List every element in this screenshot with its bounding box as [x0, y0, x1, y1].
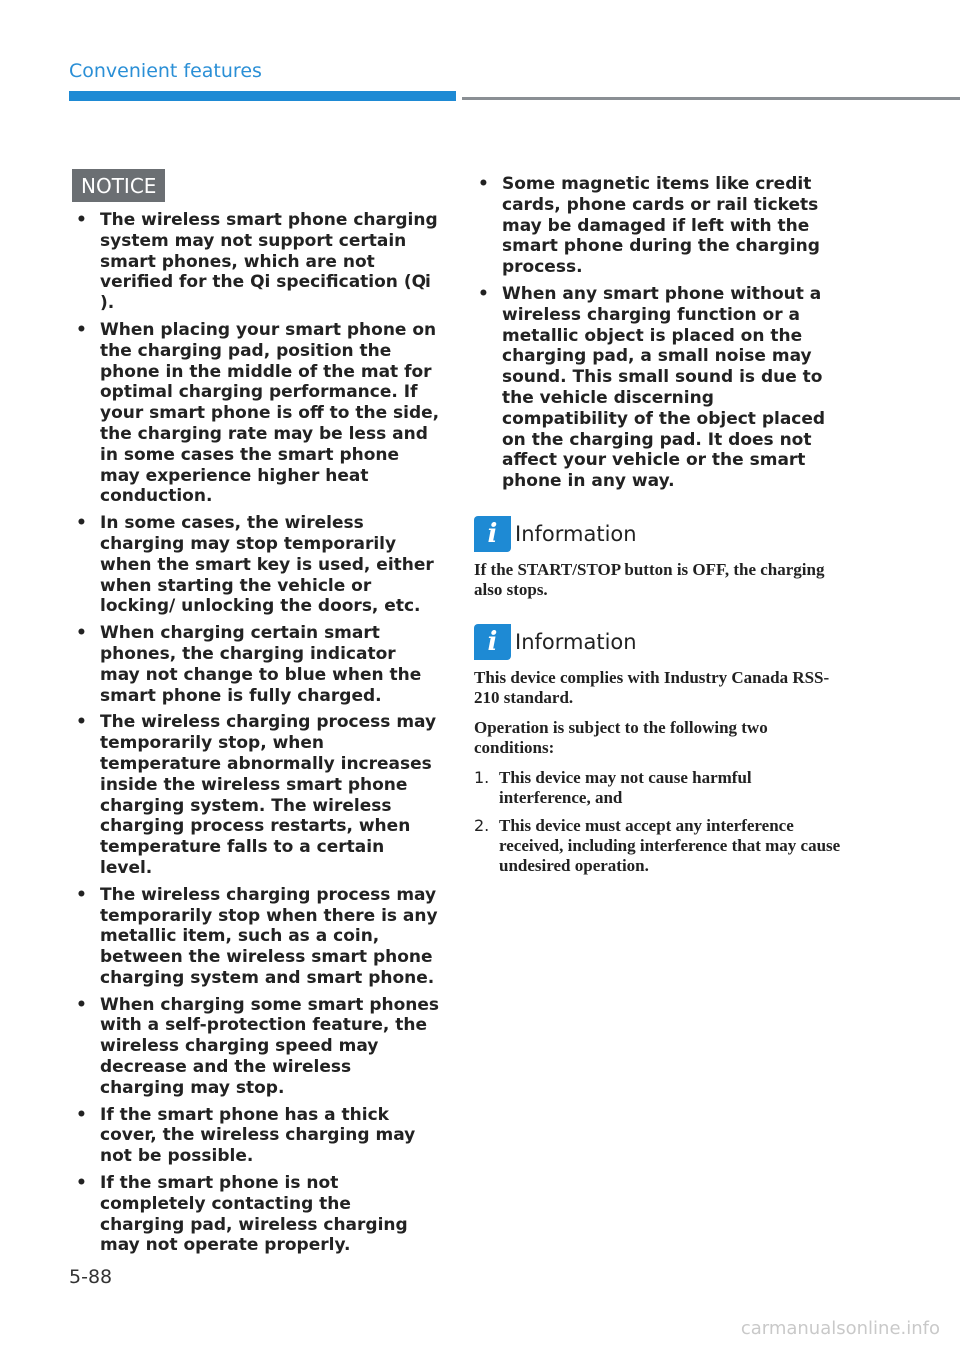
list-item-text: This device must accept any interference received, including interference that may cause undesired operation. [499, 815, 841, 875]
information-text: If the START/STOP button is OFF, the charging also stops. [474, 559, 825, 599]
left-column [72, 169, 440, 1262]
list-item [72, 1173, 440, 1256]
information-text: This device complies with Industry Canada RSS-210 standard. [474, 667, 830, 707]
watermark-link[interactable]: carmanualsonline.info [740, 1318, 940, 1339]
notice-list [72, 210, 440, 1256]
qi-icon: Qi [411, 272, 430, 293]
page-number: 5-88 [69, 1266, 113, 1288]
list-item-text: The wireless smart phone charging system may not support certain smart phones, which are not verified for the Qi specification ( [100, 210, 438, 293]
list-item [72, 320, 440, 507]
list-item-text: When charging certain smart phones, the charging indicator may not change to blue when the smart phone is fully charged. [100, 623, 422, 706]
list-item-text: In some cases, the wireless charging may stop temporarily when the smart key is used, either when starting the vehicle or locking/ unlocking the doors, etc. [100, 513, 434, 617]
list-item [474, 284, 844, 492]
bullet-icon: • [76, 1104, 87, 1125]
list-item-text: Some magnetic items like credit cards, phone cards or rail tickets may be damaged if left with the smart phone during the charging process. [502, 174, 820, 278]
list-item-text: If the smart phone is not completely contacting the charging pad, wireless charging may not operate properly. [100, 1173, 408, 1256]
list-item-text: The wireless charging process may temporarily stop when there is any metallic item, such as a coin, between the wireless smart phone charging system and smart phone. [100, 884, 438, 988]
information-header [474, 624, 844, 660]
list-number: 1. [474, 767, 490, 787]
bullet-icon: • [76, 319, 87, 340]
information-body [474, 668, 844, 876]
list-item-text: If the smart phone has a thick cover, the wireless charging may not be possible. [100, 1104, 416, 1167]
bullet-icon: • [478, 174, 489, 194]
notice-badge: NOTICE [72, 169, 165, 202]
information-title: Information [515, 629, 637, 654]
information-block [474, 624, 844, 876]
right-column [474, 174, 844, 884]
bullet-icon: • [76, 712, 87, 733]
list-item [474, 816, 844, 876]
list-item-text-suffix: ). [100, 293, 115, 314]
section-title: Convenient features [69, 60, 262, 82]
list-item [72, 712, 440, 878]
list-item [72, 210, 440, 314]
bullet-icon: • [76, 210, 87, 230]
list-item [72, 513, 440, 617]
information-icon: i [474, 624, 511, 660]
list-item-text: This device may not cause harmful interference, and [499, 767, 752, 807]
list-number: 2. [474, 815, 490, 835]
header-rule-accent [69, 91, 456, 101]
information-text: Operation is subject to the following two conditions: [474, 717, 768, 757]
notice-list-continued [474, 174, 844, 492]
list-item-text: When placing your smart phone on the charging pad, position the phone in the middle of the mat for optimal charging performance. If your smart phone is off to the side, the charging rate may be less and in some cases the smart phone may experience higher heat conduction. [100, 319, 440, 507]
information-icon: i [474, 516, 511, 552]
information-title: Information [515, 521, 637, 546]
information-block [474, 516, 844, 600]
list-item [72, 623, 440, 706]
list-item [474, 174, 844, 278]
bullet-icon: • [76, 884, 87, 905]
information-body [474, 560, 844, 600]
bullet-icon: • [76, 1173, 87, 1194]
list-item [72, 1105, 440, 1167]
list-item-text: The wireless charging process may temporarily stop, when temperature abnormally increases inside the wireless smart phone charging system. The wireless charging process restarts, when temperature falls to a certain level. [100, 712, 437, 878]
bullet-icon: • [478, 283, 489, 304]
list-item [72, 995, 440, 1099]
conditions-list [474, 768, 844, 876]
information-header [474, 516, 844, 552]
list-item [474, 768, 844, 808]
list-item-text: When any smart phone without a wireless charging function or a metallic object is placed on the charging pad, a small noise may sound. This small sound is due to the vehicle discerning compatibility of the object placed on the charging pad. It does not affect your vehicle or the smart phone in any way. [502, 283, 826, 492]
list-item-text: When charging some smart phones with a self-protection feature, the wireless charging speed may decrease and the wireless charging may stop. [100, 994, 440, 1098]
list-item [72, 885, 440, 989]
bullet-icon: • [76, 623, 87, 644]
bullet-icon: • [76, 994, 87, 1015]
header-rule [462, 97, 960, 100]
bullet-icon: • [76, 513, 87, 534]
